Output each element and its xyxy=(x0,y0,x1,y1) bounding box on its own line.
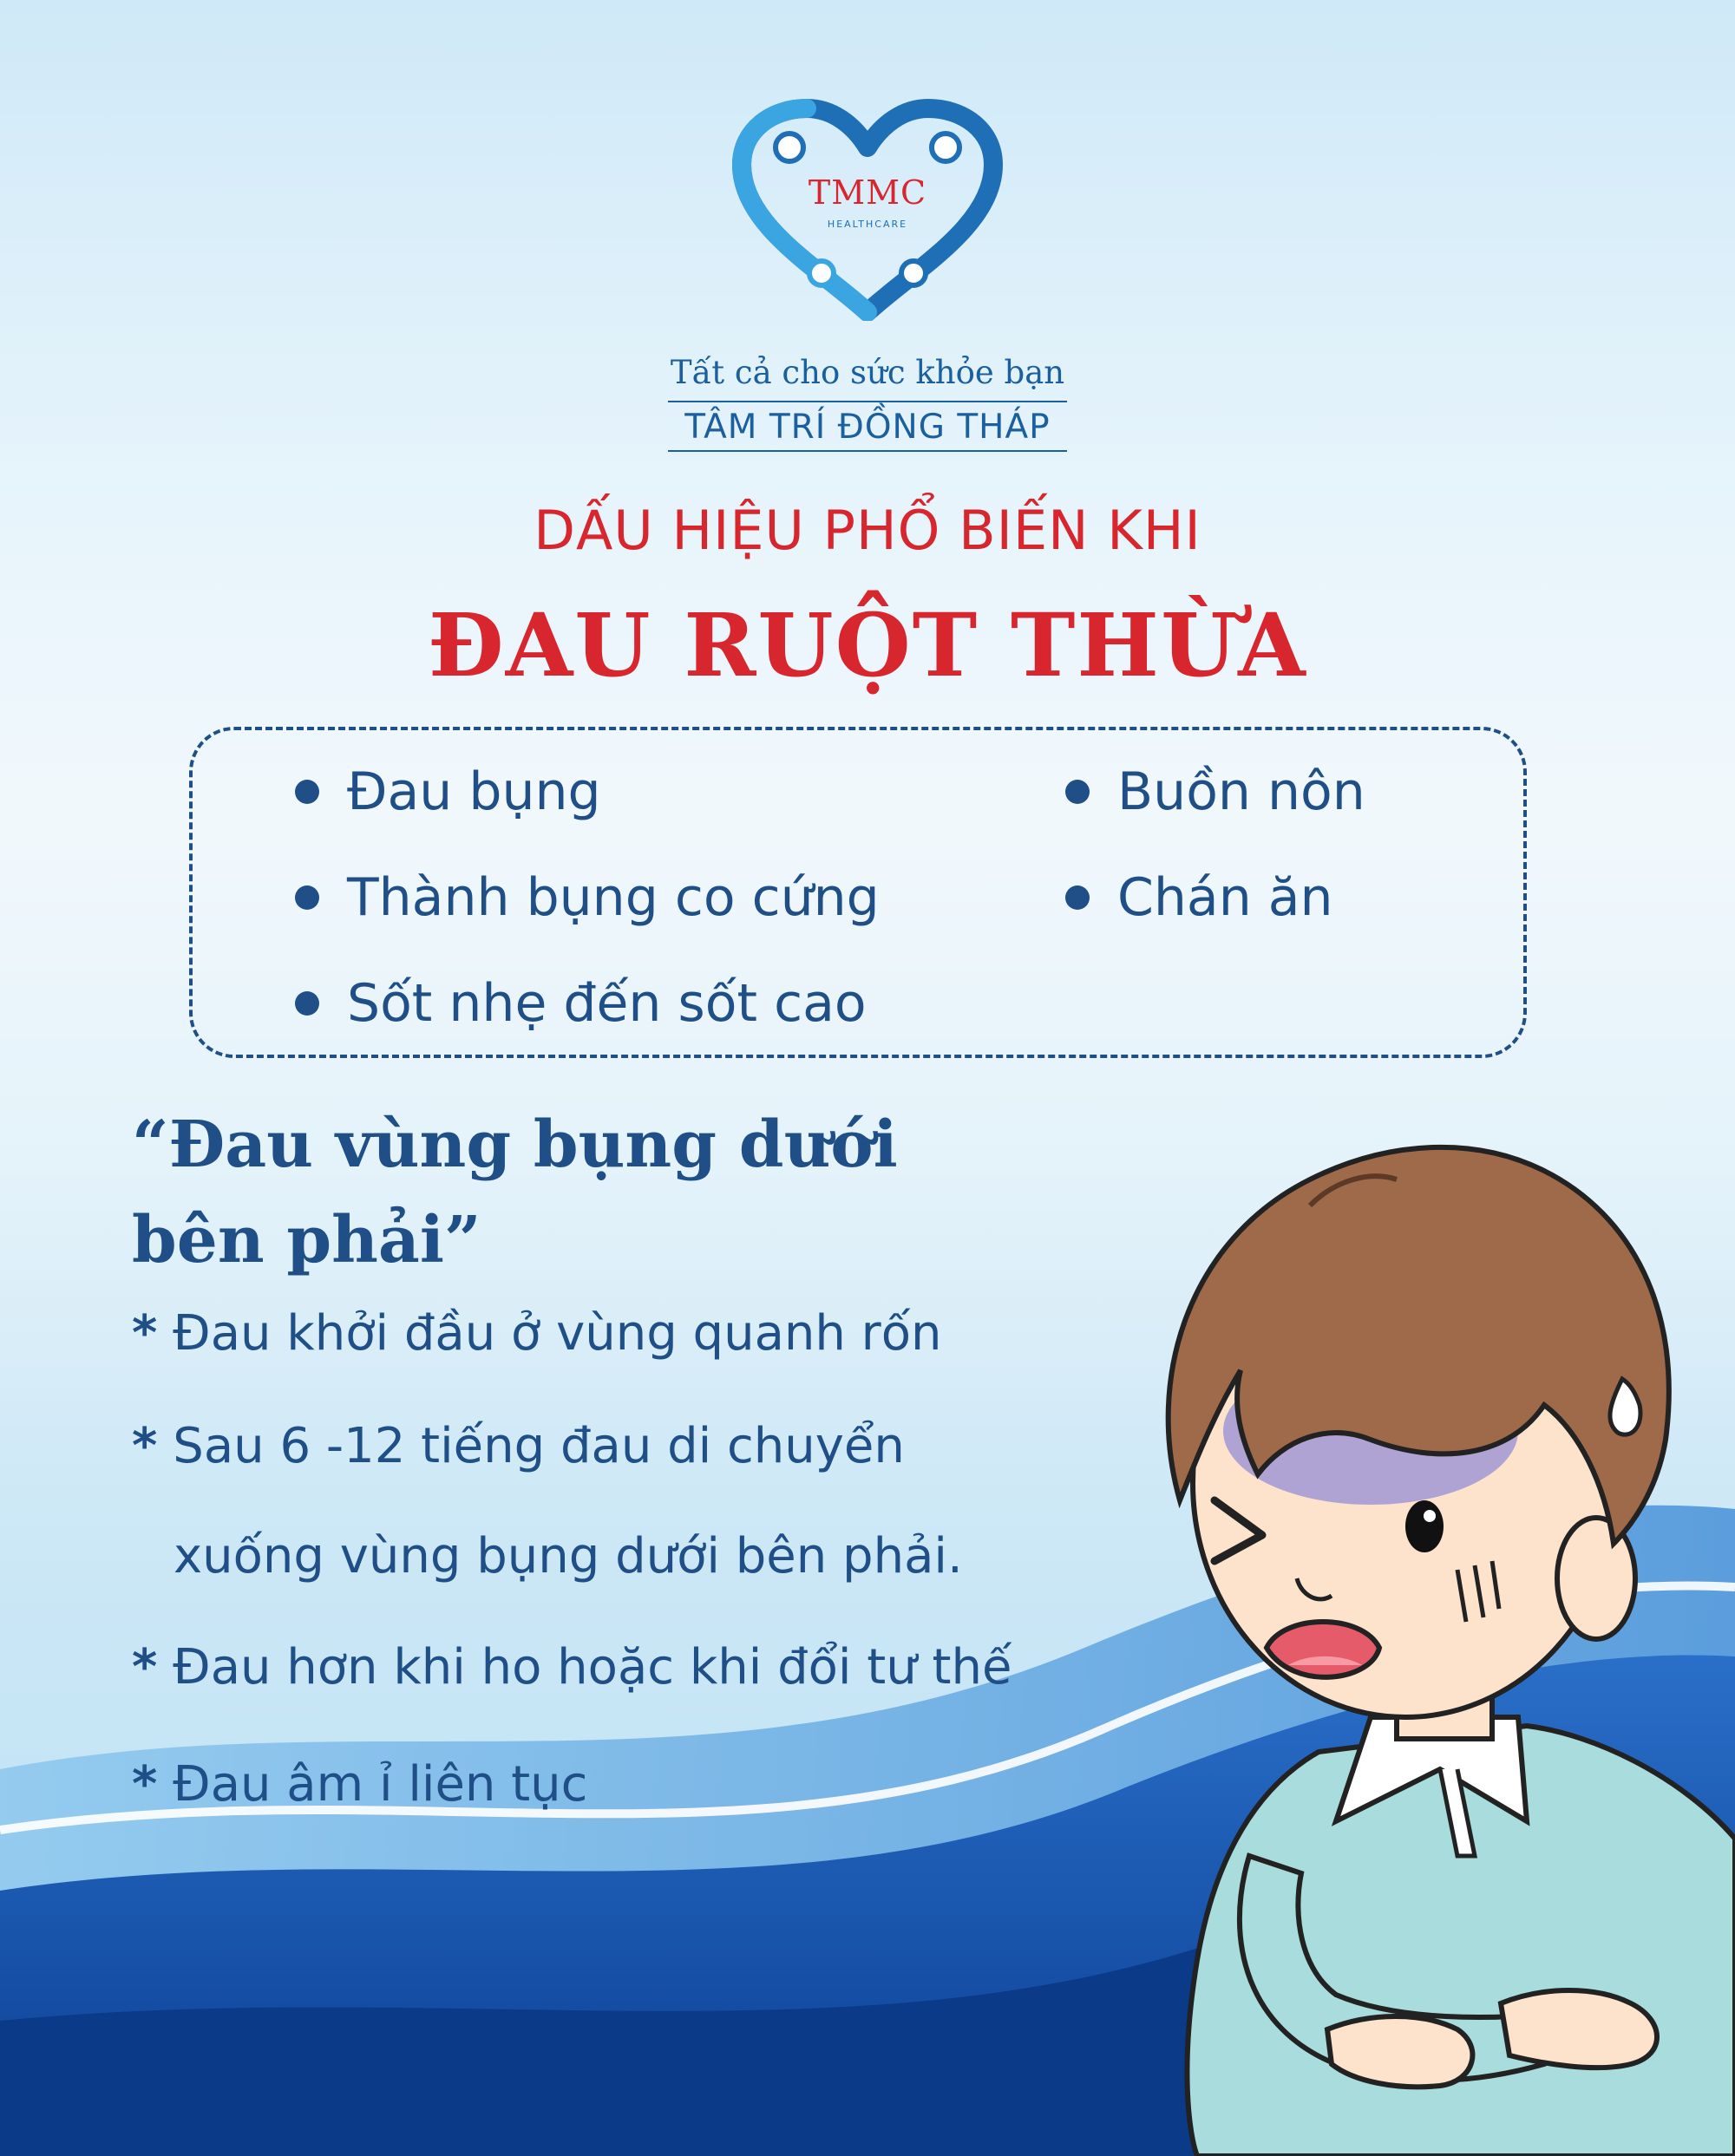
detail-text: Đau hơn khi ho hoặc khi đổi tư thế xyxy=(173,1639,1012,1695)
detail-item xyxy=(132,1639,1012,1695)
detail-item xyxy=(132,1305,941,1362)
brand-tagline: Tất cả cho sức khỏe bạn xyxy=(670,354,1065,391)
pain-location-quote xyxy=(132,1097,999,1288)
bullet-dot-icon xyxy=(295,780,319,804)
symptom-item xyxy=(295,867,880,928)
asterisk-icon: * xyxy=(132,1756,158,1813)
quote-line: “Đau vùng bụng dưới xyxy=(132,1107,898,1182)
asterisk-icon: * xyxy=(132,1305,158,1362)
quote-line: bên phải” xyxy=(132,1203,481,1277)
asterisk-icon: * xyxy=(132,1639,158,1695)
symptom-item xyxy=(1065,761,1365,822)
symptom-item xyxy=(1065,867,1333,928)
detail-text: Đau âm ỉ liên tục xyxy=(173,1756,588,1813)
tagline-divider xyxy=(668,401,1067,402)
organization-name: TÂM TRÍ ĐỒNG THÁP xyxy=(684,408,1051,447)
asterisk-icon: * xyxy=(132,1418,158,1474)
symptom-label: Thành bụng co cứng xyxy=(347,867,880,928)
symptom-label: Sốt nhẹ đến sốt cao xyxy=(347,973,867,1034)
bullet-dot-icon xyxy=(295,991,319,1016)
bullet-dot-icon xyxy=(295,885,319,910)
symptom-label: Chán ăn xyxy=(1117,867,1333,928)
headline: DẤU HIỆU PHỔ BIẾN KHI xyxy=(534,499,1201,562)
bullet-dot-icon xyxy=(1065,885,1090,910)
detail-item xyxy=(132,1756,587,1813)
symptom-item xyxy=(295,761,601,822)
symptom-item xyxy=(295,973,867,1034)
detail-item-continuation xyxy=(174,1528,963,1584)
detail-text: Đau khởi đầu ở vùng quanh rốn xyxy=(173,1305,942,1362)
symptom-label: Buồn nôn xyxy=(1117,761,1365,822)
detail-item xyxy=(132,1418,905,1474)
detail-text: Sau 6 -12 tiếng đau di chuyển xyxy=(173,1418,905,1474)
detail-text: xuống vùng bụng dưới bên phải. xyxy=(174,1528,963,1584)
bullet-dot-icon xyxy=(1065,780,1090,804)
logo-wordmark: TMMC xyxy=(808,173,927,212)
main-title: ĐAU RUỘT THỪA xyxy=(428,594,1307,696)
org-underline xyxy=(668,450,1067,452)
boy-stomach-ache-illustration xyxy=(1110,1093,1735,2156)
logo-subtext: HEALTHCARE xyxy=(827,219,908,230)
symptom-label: Đau bụng xyxy=(347,761,601,822)
